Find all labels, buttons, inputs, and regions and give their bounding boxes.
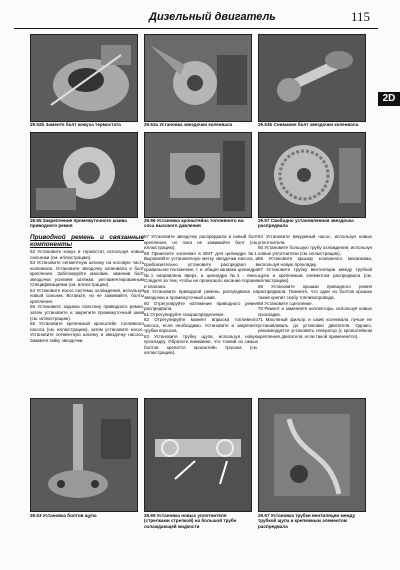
paragraph: 54 Установите насос системы охлаждения, используя новый сальник. Вставьте, но не зажимайте, болты крепления. xyxy=(30,287,144,304)
paragraph: 65 Установите большую трубу охлаждения, используя новые уплотнители (см. иллюстрацию). xyxy=(258,245,372,256)
caption-3: 29.53b Снимание болт звездочки коленвала xyxy=(258,122,359,127)
paragraph: 66 Установите крышку клапанного механизма, используя новую прокладку. xyxy=(258,256,372,267)
photo-breather-tube xyxy=(258,398,366,512)
paragraph: 58 Принесите коленвал в ВМТ для цилиндра №1. Выровняйте установочную метку звездочки насоса, и приблизительно установите распредвал в правильное положение, т. е. общая канавка цилиндра №1 направлена вверх, а цилиндра №4 - вниз. Следите за тем, чтобы не произошло касание поршня и клапана. xyxy=(144,250,258,289)
section-tab: 2D xyxy=(378,92,400,106)
photo-illustration xyxy=(31,133,137,217)
caption-8: 29.65 Установка новых уплотнителя (стрелками стрелкой) на большой трубе охлаждающей жидкости xyxy=(144,513,237,529)
paragraph: 69 Установите сцепление. xyxy=(258,300,313,306)
paragraph: 63 Установите трубку щупа, используя новую прокладку. Обратите внимание, что тонкий из самых болтов крепится кронштейн тросика (см. иллюстрацию). xyxy=(144,333,258,356)
paragraph: 59 Установите приводной ремень распредвала на звездочки и промежуточный шкив. xyxy=(144,289,258,301)
photo-camshaft-sprocket xyxy=(258,132,366,218)
paragraph: 53 Установите сегментную шпонку на носовую часть коленвала. Установите звездочку коленвала и болт крепления. Заблокируйте маховик, заменив болт звездочки усилием затяжки, регламентированным Спецификациями (см. иллюстрацию). xyxy=(30,260,144,288)
photo-sprocket-bolt xyxy=(258,34,366,122)
photo-thermostat-housing xyxy=(30,34,138,122)
page-number: 115 xyxy=(350,9,370,24)
paragraph: 62 Отрегулируйте момент впрыска топливного насоса, если необходимо. Установите и закрепите трубки впрыска. xyxy=(144,317,258,334)
photo-illustration xyxy=(259,35,365,121)
paragraph: 71 Масляный фильтр и шкив коленвала лучше не устанавливать до установки двигателя. Однако, рекомендуется установить генератор (с кронштейном крепления двигателя, если такой применяется). xyxy=(258,317,372,339)
photo-illustration xyxy=(31,35,137,121)
photo-illustration xyxy=(145,133,251,217)
paragraph: 67 Установите трубку вентиляции между трубкой щупа и крепежным элементом распредвала (см. иллюстрацию). xyxy=(258,267,372,284)
caption-7: 29.63 Установка болтов щупа xyxy=(30,513,97,518)
paragraph: 64 Установите вакуумный насос, используя новые уплотнители. xyxy=(258,234,372,245)
photo-coolant-pipe-seals xyxy=(144,398,252,512)
photo-illustration xyxy=(259,399,365,511)
page-header xyxy=(14,8,378,29)
photo-illustration xyxy=(145,399,251,511)
photo-dipstick-tube xyxy=(30,398,138,512)
caption-5: 29.56 Установка кронштейна топливного на-соса высокого давления xyxy=(144,218,245,229)
photo-crankshaft-sprocket xyxy=(144,34,252,122)
caption-6: 29.57 Свободно установленная звездочка распредвала xyxy=(258,218,354,229)
photo-pump-bracket xyxy=(144,132,252,218)
paragraph: 68 Установите крышки приводного ремня распредвала. Помните, что один из болтов крышки также крепит скобу топливопровода. xyxy=(258,283,372,301)
section-heading: Приводной ремень и связанные компоненты xyxy=(30,234,144,248)
text-column-1 xyxy=(30,234,144,343)
text-column-2 xyxy=(144,234,258,356)
chapter-title: Дизельный двигатель xyxy=(149,11,276,23)
caption-1: 29.52b Заменте болт кожуха термостата xyxy=(30,122,121,127)
paragraph: 70 Ремонт и заменяете коллекторы, используя новые прокладки. xyxy=(258,306,372,317)
photo-idler-pulley xyxy=(30,132,138,218)
photo-illustration xyxy=(145,35,251,121)
paragraph: 52 Установите кожух и термостат, используя новые сальники (см. иллюстрацию). xyxy=(30,249,144,260)
paragraph: 60 Отрегулируйте натяжение приводного ремня распредвала. xyxy=(144,300,258,312)
photo-illustration xyxy=(259,133,365,217)
caption-2: 29.53a Установка звездочки коленвала xyxy=(144,122,233,127)
caption-4: 29.55 Закрепление промежуточного шкива приводного ремня xyxy=(30,218,127,229)
caption-9: 29.67 Установка трубки вентиляции между трубкой щупа и крепежным элементом распредвала xyxy=(258,513,356,529)
paragraph: 55 Установите заднюю пластину приводного ремня, затем установите и закрепите промежуточный шкив (см. иллюстрацию). xyxy=(30,304,144,321)
paragraph: 57 Установите звездочку распредвала и новый болт крепления, но пока не зажимайте болт (см. иллюстрацию). xyxy=(144,234,258,251)
paragraph: 61 Отрегулируйте газораспределение. xyxy=(144,311,225,317)
text-column-3 xyxy=(258,234,372,339)
photo-illustration xyxy=(31,399,137,511)
paragraph: 56 Установите крепежный кронштейн топливного насоса (см. иллюстрацию), затем установите насос. Установите сегментную шпонку и звездочку насоса. Зажмите гайку звездочки. xyxy=(30,321,144,343)
